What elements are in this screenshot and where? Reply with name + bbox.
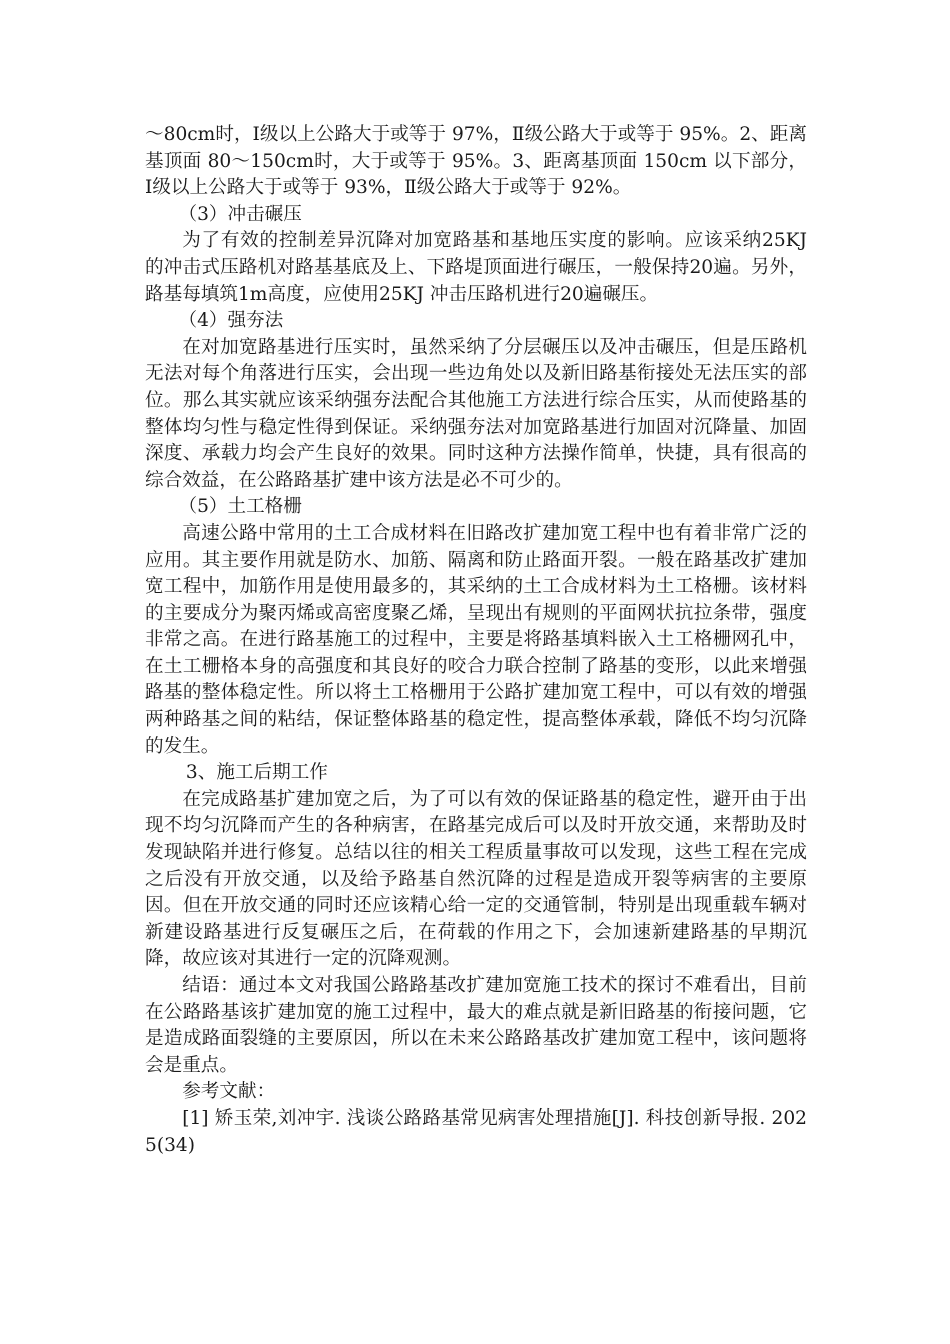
heading-dynamic-compaction: （4）强夯法 [178, 310, 284, 332]
paragraph-impact-rolling: 为了有效的控制差异沉降对加宽路基和基地压实度的影响。应该采纳25KJ 的冲击式压路机对路基基底及上、下路堤顶面进行碾压，一般保持20遍。另外，路基每填筑1m高度，应使用25KJ 冲击压路机进行20遍碾压。 [145, 230, 807, 305]
paragraph-geogrid: 高速公路中常用的土工合成材料在旧路改扩建加宽工程中也有着非常广泛的应用。其主要作用就是防水、加筋、隔离和防止路面开裂。一般在路基改扩建加宽工程中，加筋作用是使用最多的，其采纳的土工合成材料为土工格栅。该材料的主要成分为聚丙烯或高密度聚乙烯，呈现出有规则的平面网状抗拉条带，强度非常之高。在进行路基施工的过程中，主要是将路基填料嵌入土工格栅网孔中，在土工栅格本身的高强度和其良好的咬合力联合控制了路基的变形，以此来增强路基的整体稳定性。所以将土工格栅用于公路扩建加宽工程中，可以有效的增强两种路基之间的粘结，保证整体路基的稳定性，提高整体承载，降低不均匀沉降的发生。 [145, 522, 807, 757]
heading-post-construction: 3、施工后期工作 [185, 762, 328, 784]
paragraph-post-construction: 在完成路基扩建加宽之后，为了可以有效的保证路基的稳定性，避开由于出现不均匀沉降而产生的各种病害，在路基完成后可以及时开放交通，来帮助及时发现缺陷并进行修复。总结以往的相关工程质量事故可以发现，这些工程在完成之后没有开放交通，以及给予路基自然沉降的过程是造成开裂等病害的主要原因。但在开放交通的同时还应该精心给一定的交通管制，特别是出现重载车辆对新建设路基进行反复碾压之后，在荷载的作用之下，会加速新建路基的早期沉降，故应该对其进行一定的沉降观测。 [145, 788, 807, 970]
reference-item-1: [1] 矫玉荣,刘冲宇. 浅谈公路路基常见病害处理措施[J]. 科技创新导报. 2025(34) [145, 1107, 807, 1156]
paragraph-compaction-standards: ～80cm时，Ⅰ级以上公路大于或等于 97%，Ⅱ级公路大于或等于 95%。2、距离基顶面 80～150cm时，大于或等于 95%。3、距离基顶面 150cm 以下部分，Ⅰ级以上公路大于或等于 93%，Ⅱ级公路大于或等于 92%。 [145, 124, 807, 199]
document-body [145, 122, 807, 1159]
heading-geogrid: （5）土工格栅 [178, 496, 302, 518]
paragraph-dynamic-compaction: 在对加宽路基进行压实时，虽然采纳了分层碾压以及冲击碾压，但是压路机无法对每个角落进行压实，会出现一些边角处以及新旧路基衔接处无法压实的部位。那么其实就应该采纳强夯法配合其他施工方法进行综合压实，从而使路基的整体均匀性与稳定性得到保证。采纳强夯法对加宽路基进行加固对沉降量、加固深度、承载力均会产生良好的效果。同时这种方法操作简单，快捷，具有很高的综合效益，在公路路基扩建中该方法是必不可少的。 [145, 336, 807, 491]
references-heading: 参考文献： [182, 1081, 276, 1103]
heading-impact-rolling: （3）冲击碾压 [178, 203, 302, 225]
paragraph-conclusion: 结语：通过本文对我国公路路基改扩建加宽施工技术的探讨不难看出，目前在公路路基该扩建加宽的施工过程中，最大的难点就是新旧路基的衔接问题，它是造成路面裂缝的主要原因，所以在未来公路路基改扩建加宽工程中，该问题将会是重点。 [145, 975, 807, 1076]
